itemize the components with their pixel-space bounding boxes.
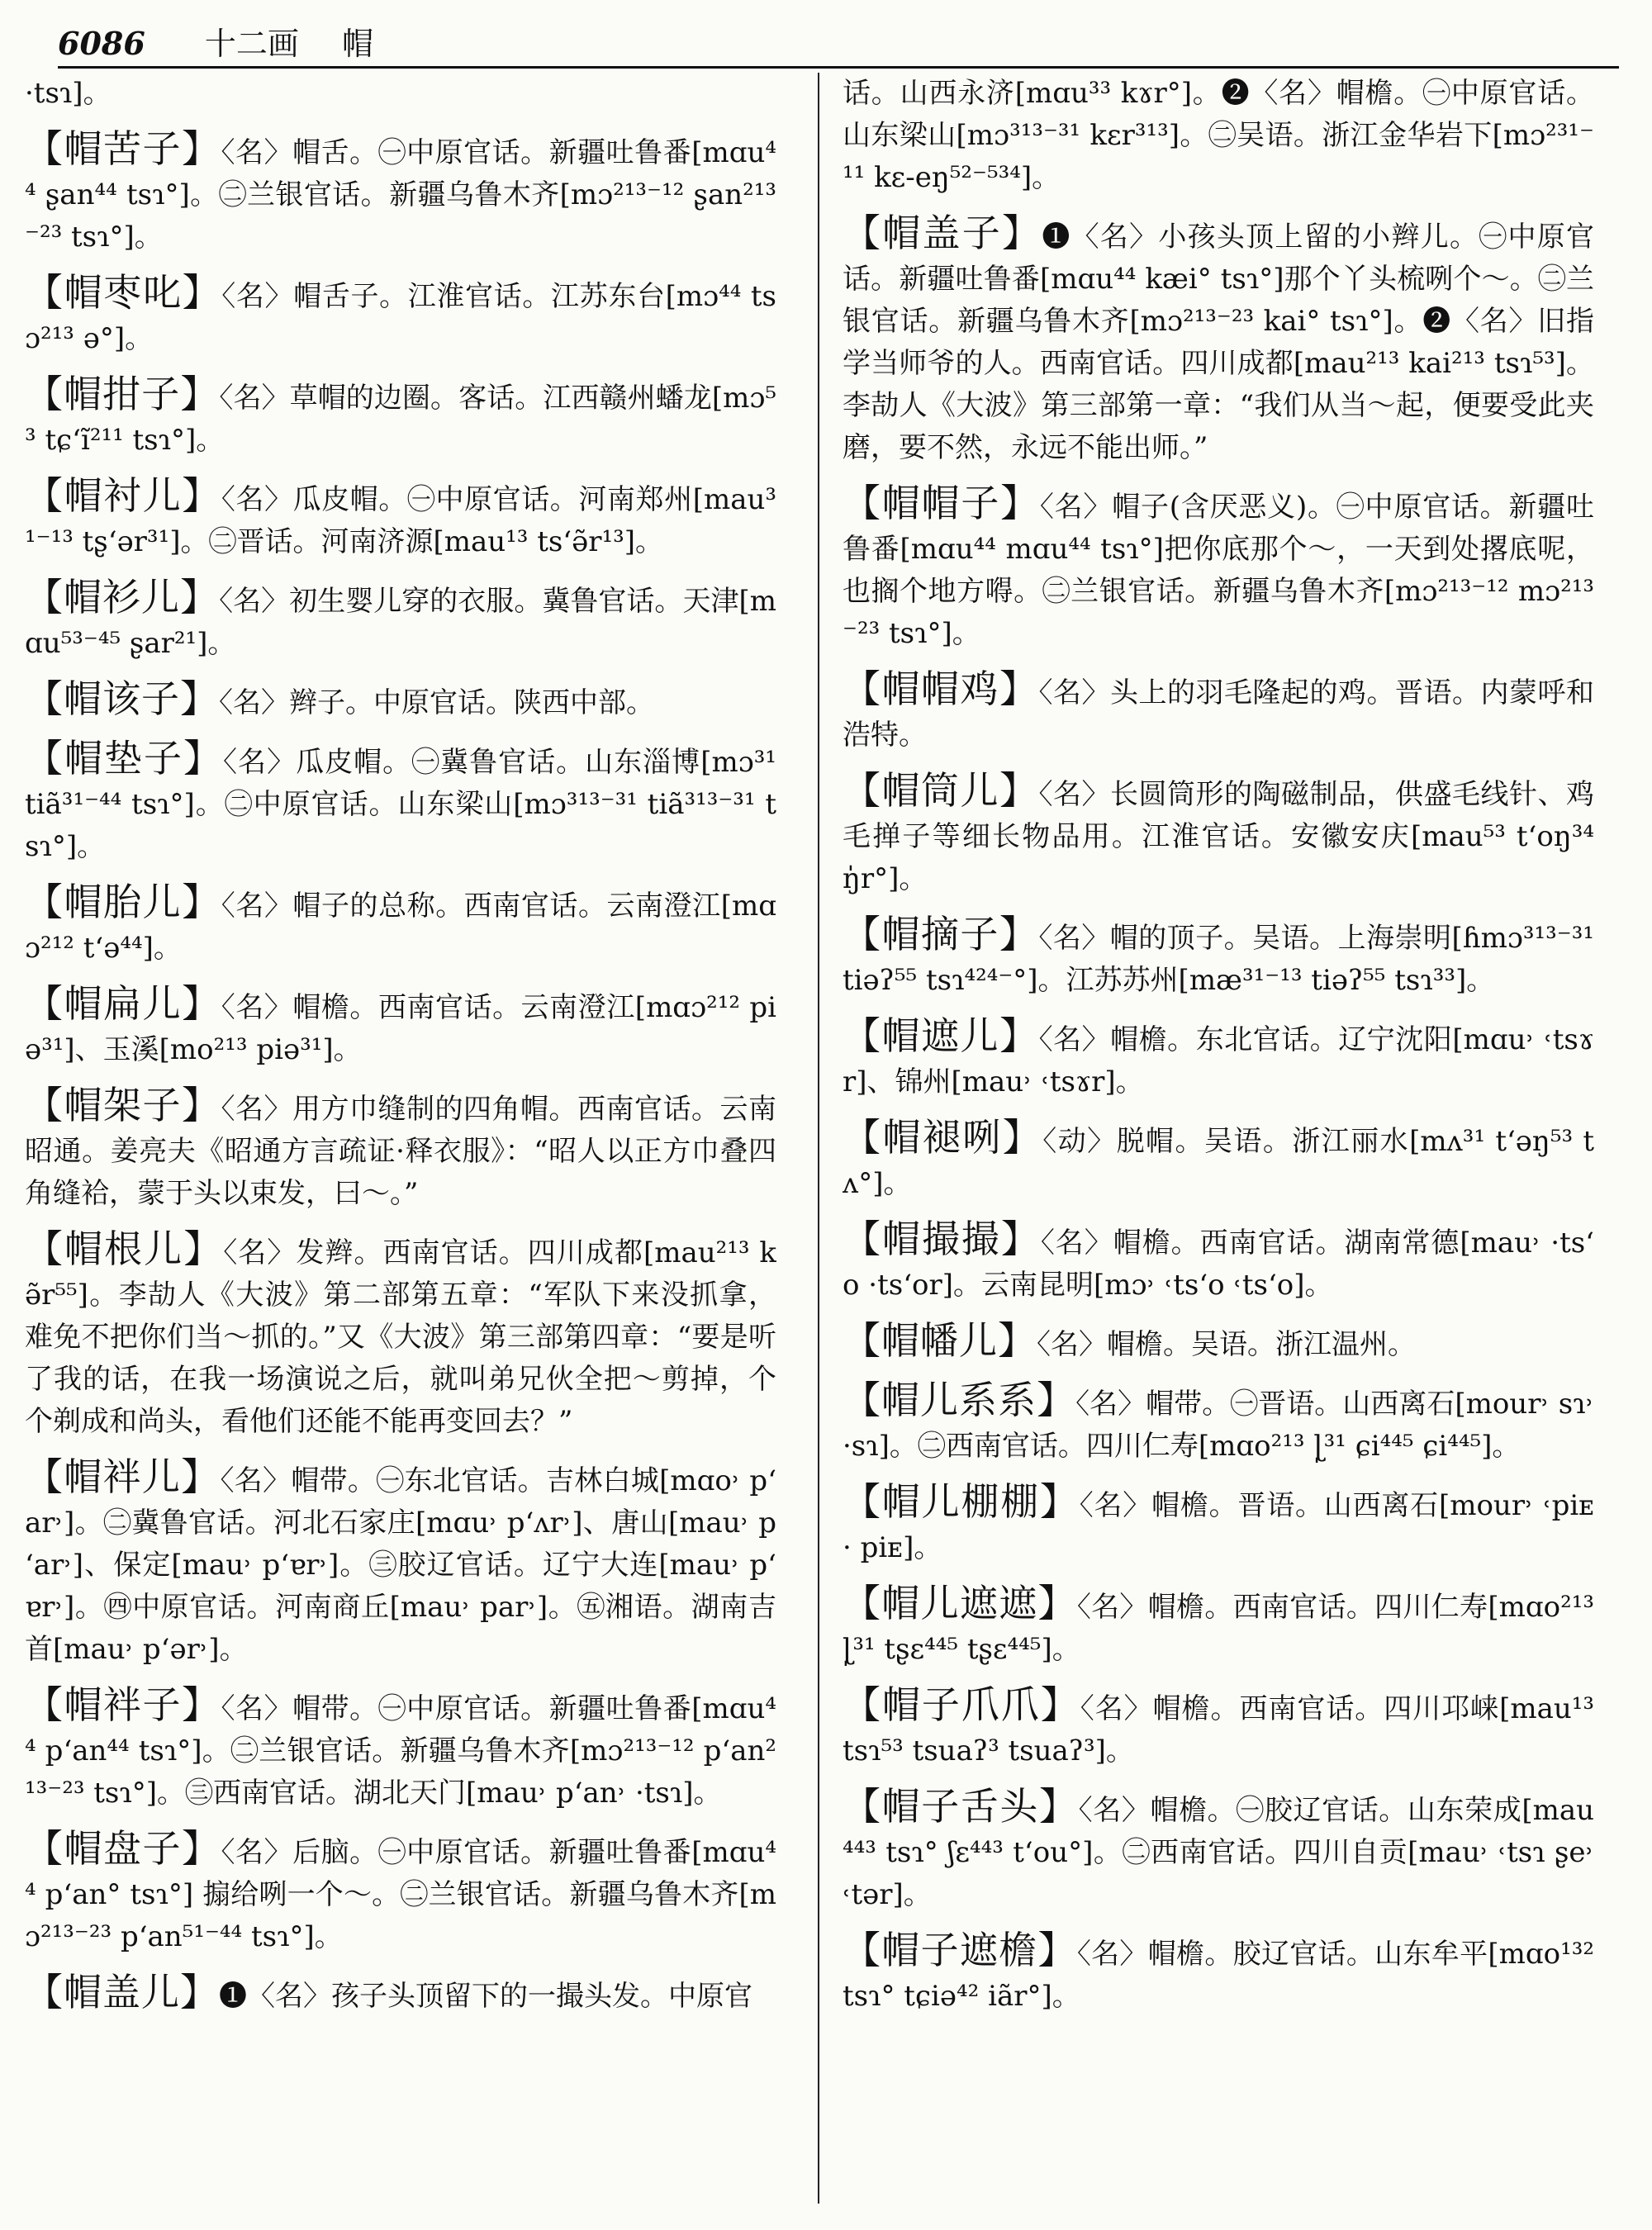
entry-definition: 〈名〉帽带。㊀晋语。山西离石[mour˒ sɿ˒ ·sɿ]。㊁西南官话。四川仁寿[mɑo²¹³ ɭ̩³¹ ɕi⁴⁴⁵ ɕi⁴⁴⁵]。 xyxy=(843,1388,1594,1463)
continuation-text: 话。山西永济[mɑu³³ kɤr°]。❷〈名〉帽檐。㊀中原官话。山东梁山[mɔ³¹³⁻³¹ kɛr³¹³]。㊁吴语。浙江金华岩下[mɔ²³¹⁻¹¹ kɛ-eŋ⁵²⁻⁵³⁴]。 xyxy=(843,77,1594,194)
dictionary-entry xyxy=(25,128,776,259)
dictionary-entry xyxy=(25,1828,776,1958)
entry-headword: 【帽根儿】 xyxy=(25,1226,224,1271)
dictionary-entry xyxy=(843,668,1594,757)
entry-headword: 【帽子遮檐】 xyxy=(843,1928,1077,1972)
dictionary-entry xyxy=(25,475,776,563)
entry-headword: 【帽帽子】 xyxy=(843,481,1040,525)
entry-definition: 〈名〉帽的顶子。吴语。上海崇明[ɦmɔ³¹³⁻³¹ tiəʔ⁵⁵ tsɿ⁴²⁴⁻°]。江苏苏州[mæ³¹⁻¹³ tiəʔ⁵⁵ tsɿ³³]。 xyxy=(843,922,1594,997)
entry-definition: 〈名〉头上的羽毛隆起的鸡。晋语。内蒙呼和浩特。 xyxy=(843,676,1594,752)
dictionary-entry xyxy=(843,1929,1594,2018)
entry-headword: 【帽帽鸡】 xyxy=(843,667,1039,711)
entry-definition: 〈名〉帽檐。晋语。山西离石[mour˒ ˓piᴇ · piᴇ]。 xyxy=(843,1489,1594,1564)
entry-headword: 【帽枣叱】 xyxy=(25,270,222,315)
dictionary-entry xyxy=(25,1228,776,1443)
entry-headword: 【帽架子】 xyxy=(25,1083,221,1127)
dictionary-entry xyxy=(843,1117,1594,1205)
entry-headword: 【帽盘子】 xyxy=(25,1826,221,1871)
entry-headword: 【帽儿遮遮】 xyxy=(843,1581,1077,1625)
dictionary-entry xyxy=(25,272,776,360)
dictionary-entry xyxy=(843,482,1594,655)
entry-headword: 【帽该子】 xyxy=(25,676,219,721)
column-divider xyxy=(818,73,819,2204)
entry-headword: 【帽盖儿】 xyxy=(25,1970,219,2014)
dictionary-entry xyxy=(843,1379,1594,1468)
page-number: 6086 xyxy=(58,25,145,62)
entry-headword: 【帽拑子】 xyxy=(25,372,220,416)
entry-headword: 【帽幡儿】 xyxy=(843,1318,1037,1363)
dictionary-entry xyxy=(843,1684,1594,1772)
dictionary-entry xyxy=(843,770,1594,900)
entry-headword: 【帽盖子】 xyxy=(843,211,1042,255)
entry-definition: ❶〈名〉小孩头顶上留的小辫儿。㊀中原官话。新疆吐鲁番[mɑu⁴⁴ kæi° tsɿ°]那个丫头梳咧个～。㊁兰银官话。新疆乌鲁木齐[mɔ²¹³⁻²³ kai° tsɿ°]。❷〈名〉旧指学当师爷的人。西南官话。四川成都[mau²¹³ kai²¹³ tsɿ⁵³]。李劼人《大波》第三部第一章：“我们从当～起，便要受此夹磨，要不然，永远不能出师。” xyxy=(843,221,1594,464)
entry-definition: 〈名〉帽檐。西南官话。云南澄江[mɑɔ²¹² piə³¹]、玉溪[mo²¹³ piə³¹]。 xyxy=(25,991,776,1066)
entry-headword: 【帽摘子】 xyxy=(843,912,1039,956)
entry-headword: 【帽垫子】 xyxy=(25,736,224,780)
entry-definition: 〈名〉帽檐。东北官话。辽宁沈阳[mɑu˒ ˓tsɤr]、锦州[mau˒ ˓tsɤr]。 xyxy=(843,1023,1594,1098)
dictionary-entry xyxy=(25,881,776,970)
entry-definition: ❶〈名〉孩子头顶留下的一撮头发。中原官 xyxy=(219,1980,752,2013)
entry-definition: 〈名〉帽带。㊀中原官话。新疆吐鲁番[mɑu⁴⁴ pʻan⁴⁴ tsɿ°]。㊁兰银官话。新疆乌鲁木齐[mɔ²¹³⁻¹² pʻan²¹³⁻²³ tsɿ°]。㊂西南官话。湖北天门[mau˒ pʻan˒ ·tsɿ]。 xyxy=(25,1692,776,1810)
dictionary-entry xyxy=(843,212,1594,469)
entry-headword: 【帽衬儿】 xyxy=(25,473,221,518)
stroke-section: 十二画 xyxy=(204,26,299,62)
entry-headword: 【帽儿系系】 xyxy=(843,1378,1076,1422)
entry-headword: 【帽衫儿】 xyxy=(25,575,220,619)
left-column xyxy=(25,73,776,2220)
dictionary-entry xyxy=(25,373,776,462)
dictionary-entry xyxy=(25,1684,776,1815)
entry-definition: 〈动〉脱帽。吴语。浙江丽水[mʌ³¹ tʻəŋ⁵³ tʌ°]。 xyxy=(843,1125,1594,1200)
entry-definition: 〈名〉用方巾缝制的四角帽。西南官话。云南昭通。姜亮夫《昭通方言疏证·释衣服》：“昭人以正方巾叠四角缝袷，蒙于头以束发，曰～。” xyxy=(25,1093,776,1210)
entry-definition: 〈名〉瓜皮帽。㊀中原官话。河南郑州[mau³¹⁻¹³ tʂʻər³¹]。㊁晋话。河南济源[mau¹³ tsʻə̃r¹³]。 xyxy=(25,483,776,558)
dictionary-entry xyxy=(843,913,1594,1002)
entry-headword: 【帽袢子】 xyxy=(25,1682,221,1727)
entry-definition: 〈名〉帽舌子。江淮官话。江苏东台[mɔ⁴⁴ tsɔ²¹³ ə°]。 xyxy=(25,280,776,355)
dictionary-entry xyxy=(25,1084,776,1215)
dictionary-entry xyxy=(843,1320,1594,1366)
dictionary-entry xyxy=(25,983,776,1071)
entry-definition: 〈名〉帽檐。胶辽官话。山东牟平[mɑo¹³² tsɿ° tɕiə⁴² iãr°]。 xyxy=(843,1938,1594,2013)
dictionary-entry xyxy=(25,678,776,724)
entry-definition: 〈名〉帽檐。㊀胶辽官话。山东荣成[mau⁴⁴³ tsɿ° ʃɛ⁴⁴³ tʻou°]。㊁西南官话。四川自贡[mau˒ ˓tsɿ ʂe˒ ˓tər]。 xyxy=(843,1794,1594,1911)
entry-headword: 【帽扁儿】 xyxy=(25,981,221,1026)
entry-headword: 【帽子爪爪】 xyxy=(843,1682,1080,1727)
entry-headword: 【帽褪咧】 xyxy=(843,1115,1043,1160)
dictionary-entry xyxy=(843,1015,1594,1103)
entry-headword: 【帽胎儿】 xyxy=(25,880,221,924)
right-column xyxy=(843,73,1594,2220)
entry-definition: 〈名〉帽檐。西南官话。四川邛崃[mau¹³ tsɿ⁵³ tsuaʔ³ tsuaʔ³]。 xyxy=(843,1692,1594,1767)
entry-list xyxy=(25,128,776,2018)
dictionary-entry xyxy=(25,1971,776,2018)
entry-headword: 【帽子舌头】 xyxy=(843,1784,1079,1829)
entry-definition: 〈名〉帽子(含厌恶义)。㊀中原官话。新疆吐鲁番[mɑu⁴⁴ mɑu⁴⁴ tsɿ°]把你底那个～，一天到处撂底呢，也搁个地方嘚。㊁兰银官话。新疆乌鲁木齐[mɔ²¹³⁻¹² mɔ²¹³⁻²³ tsɿ°]。 xyxy=(843,491,1594,650)
entry-definition: 〈名〉发辫。西南官话。四川成都[mau²¹³ kə̃r⁵⁵]。李劼人《大波》第二部第五章：“军队下来没抓拿，难免不把你们当～抓的。”又《大波》第三部第四章：“要是听了我的话，在我一场演说之后，就叫弟兄伙全把～剪掉，个个剃成和尚头，看他们还能不能再变回去？” xyxy=(25,1236,776,1438)
continuation-text: ·tsɿ]。 xyxy=(25,77,112,110)
entry-definition: 〈名〉长圆筒形的陶磁制品，供盛毛线针、鸡毛掸子等细长物品用。江淮官话。安徽安庆[mau⁵³ tʻoŋ³⁴ ŋ̍r°]。 xyxy=(843,778,1594,895)
entry-headword: 【帽撮撮】 xyxy=(843,1217,1041,1261)
entry-definition: 〈名〉后脑。㊀中原官话。新疆吐鲁番[mɑu⁴⁴ pʻan° tsɿ°] 搧给咧一个～。㊁兰银官话。新疆乌鲁木齐[mɔ²¹³⁻²³ pʻan⁵¹⁻⁴⁴ tsɿ°]。 xyxy=(25,1836,776,1953)
page-header xyxy=(58,23,1619,69)
entry-headword: 【帽筒儿】 xyxy=(843,768,1039,813)
entry-list xyxy=(843,212,1594,2018)
dictionary-entry xyxy=(843,1786,1594,1916)
entry-definition: 〈名〉帽子的总称。西南官话。云南澄江[mɑɔ²¹² tʻə⁴⁴]。 xyxy=(25,890,776,965)
dictionary-entry xyxy=(843,1481,1594,1569)
dictionary-entry xyxy=(843,1218,1594,1307)
entry-definition: 〈名〉帽檐。吴语。浙江温州。 xyxy=(1037,1328,1416,1361)
dictionary-entry xyxy=(25,1456,776,1671)
dictionary-entry xyxy=(25,576,776,665)
entry-headword: 【帽遮儿】 xyxy=(843,1013,1039,1058)
entry-definition: 〈名〉帽檐。西南官话。四川仁寿[mɑo²¹³ ɭ̩³¹ tʂɛ⁴⁴⁵ tʂɛ⁴⁴⁵]。 xyxy=(843,1591,1594,1666)
entry-definition: 〈名〉草帽的边圈。客话。江西赣州蟠龙[mɔ⁵³ tɕʻĩ²¹¹ tsɿ°]。 xyxy=(25,382,776,457)
entry-definition: 〈名〉帽带。㊀东北官话。吉林白城[mɑo˒ pʻar˒]。㊁冀鲁官话。河北石家庄[mɑu˒ pʻʌr˒]、唐山[mau˒ pʻar˒]、保定[mau˒ pʻɐr˒]。㊂胶辽官话。辽宁大连[mau˒ pʻɐr˒]。㊃中原官话。河南商丘[mau˒ par˒]。㊄湘语。湖南吉首[mau˒ pʻər˒]。 xyxy=(25,1464,776,1666)
entry-definition: 〈名〉初生婴儿穿的衣服。冀鲁官话。天津[mɑu⁵³⁻⁴⁵ ʂar²¹]。 xyxy=(25,585,776,660)
entry-headword: 【帽袢儿】 xyxy=(25,1454,221,1499)
entry-definition: 〈名〉帽舌。㊀中原官话。新疆吐鲁番[mɑu⁴⁴ ʂan⁴⁴ tsɿ°]。㊁兰银官话。新疆乌鲁木齐[mɔ²¹³⁻¹² ʂan²¹³⁻²³ tsɿ°]。 xyxy=(25,136,776,254)
entry-headword: 【帽儿棚棚】 xyxy=(843,1479,1080,1524)
dictionary-entry xyxy=(843,1582,1594,1671)
entry-definition: 〈名〉辫子。中原官话。陕西中部。 xyxy=(219,686,654,719)
entry-definition: 〈名〉帽檐。西南官话。湖南常德[mau˒ ·tsʻo ·tsʻor]。云南昆明[mɔ˒ ˓tsʻo ˓tsʻo]。 xyxy=(843,1226,1594,1302)
entry-headword: 【帽苦子】 xyxy=(25,126,221,171)
entry-definition: 〈名〉瓜皮帽。㊀冀鲁官话。山东淄博[mɔ³¹ tiã³¹⁻⁴⁴ tsɿ°]。㊁中原官话。山东梁山[mɔ³¹³⁻³¹ tiã³¹³⁻³¹ tsɿ°]。 xyxy=(25,746,776,863)
dictionary-entry xyxy=(25,738,776,868)
header-character: 帽 xyxy=(341,26,373,62)
